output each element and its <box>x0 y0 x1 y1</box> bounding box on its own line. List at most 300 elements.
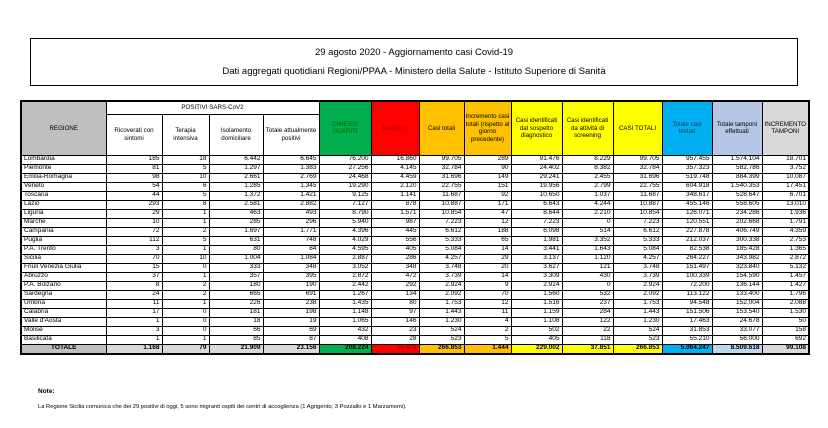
table-row-lazio <box>21 200 809 209</box>
data-cell: 6.098 <box>511 227 562 236</box>
data-cell: 152.004 <box>712 299 762 308</box>
data-cell: 16.860 <box>371 155 419 164</box>
total-cell: 35.473 <box>371 344 419 354</box>
data-cell: 292 <box>371 281 419 290</box>
data-cell: 24 <box>106 290 162 299</box>
data-cell: 2.769 <box>263 173 319 182</box>
data-cell: 1.435 <box>319 299 371 308</box>
data-cell: 4.459 <box>371 173 419 182</box>
data-cell: 8.382 <box>562 164 613 173</box>
column-group-positivi-sars-cov2: POSITIVI SARS-CoV2 <box>106 101 319 114</box>
data-cell: 1.148 <box>319 308 371 317</box>
data-cell: 118 <box>562 335 613 344</box>
data-cell: 29 <box>464 254 511 263</box>
data-cell: 1.065 <box>319 317 371 326</box>
column-header-ricoverati-con-sintomi: Ricoverati con sintomi <box>106 114 162 155</box>
data-cell: 878 <box>371 200 419 209</box>
data-cell: 153.540 <box>712 308 762 317</box>
data-cell: 7.223 <box>511 218 562 227</box>
data-cell: 2.092 <box>419 290 464 299</box>
data-cell: 198 <box>263 308 319 317</box>
data-cell: 92 <box>464 191 511 200</box>
data-cell: 1.936 <box>762 209 809 218</box>
data-cell: 0 <box>162 326 209 335</box>
data-cell: 151 <box>464 182 511 191</box>
data-cell: 0 <box>162 308 209 317</box>
data-cell: 31.696 <box>419 173 464 182</box>
data-cell: 1.643 <box>562 245 613 254</box>
data-cell: 514 <box>562 227 613 236</box>
data-cell: 286 <box>371 254 419 263</box>
data-cell: 3.748 <box>613 263 662 272</box>
data-cell: 395 <box>263 272 319 281</box>
data-cell: 408 <box>319 335 371 344</box>
table-row-puglia <box>21 236 809 245</box>
data-cell: 289 <box>464 155 511 164</box>
data-cell: 0 <box>162 263 209 272</box>
data-cell: 11.687 <box>613 191 662 200</box>
data-cell: 10.087 <box>762 173 809 182</box>
data-cell: 90 <box>464 164 511 173</box>
data-cell: 0 <box>562 281 613 290</box>
data-cell: 10.887 <box>419 200 464 209</box>
data-cell: 2.924 <box>511 281 562 290</box>
data-cell: 9.125 <box>319 191 371 200</box>
data-cell: 8.644 <box>511 209 562 218</box>
data-cell: 4.029 <box>319 236 371 245</box>
note-text: La Regione Sicilia comunica che dei 29 positivi di oggi, 5 sono migranti ospiti dei centri di accoglienza (1 Agrigento, 3 Pozzallo e 1 Marzamemi). <box>38 404 407 410</box>
region-name: Valle d'Aosta <box>21 317 106 326</box>
data-cell: 463 <box>209 209 263 218</box>
table-row-p-a-trento <box>21 245 809 254</box>
table-row-campania <box>21 227 809 236</box>
data-cell: 91.476 <box>511 155 562 164</box>
total-cell: 208.224 <box>319 344 371 354</box>
total-cell: 229.002 <box>511 344 562 354</box>
data-cell: 528.647 <box>712 191 762 200</box>
table-row-lombardia <box>21 155 809 164</box>
header-row-group <box>21 101 809 114</box>
data-cell: 406.749 <box>712 227 762 236</box>
data-cell: 5.132 <box>762 263 809 272</box>
data-cell: 100.339 <box>662 272 712 281</box>
table-row-friuli-venezia-giulia <box>21 263 809 272</box>
data-cell: 1.159 <box>511 308 562 317</box>
data-cell: 1.037 <box>562 191 613 200</box>
data-cell: 1.540.353 <box>712 182 762 191</box>
data-cell: 524 <box>613 326 662 335</box>
data-cell: 1.981 <box>511 236 562 245</box>
data-cell: 120.551 <box>662 218 712 227</box>
total-cell: 5.064.247 <box>662 344 712 354</box>
region-name: Sicilia <box>21 254 106 263</box>
data-cell: 54 <box>106 182 162 191</box>
column-header-casi-identificati-dal-sospetto-diagnosti: Casi identificati dal sospetto diagnostico <box>511 101 562 155</box>
data-cell: 357.323 <box>662 164 712 173</box>
column-header-incremento-tamponi: INCREMENTO TAMPONI <box>762 101 809 155</box>
data-cell: 81 <box>106 164 162 173</box>
region-name: Liguria <box>21 209 106 218</box>
data-cell: 1.443 <box>613 308 662 317</box>
data-cell: 5 <box>162 164 209 173</box>
data-cell: 11.687 <box>419 191 464 200</box>
data-cell: 17 <box>106 308 162 317</box>
data-cell: 238 <box>263 299 319 308</box>
data-cell: 72.200 <box>662 281 712 290</box>
region-name: Marche <box>21 218 106 227</box>
data-cell: 2.661 <box>209 173 263 182</box>
column-header-totale-casi-testati: Totale casi testati <box>662 101 712 155</box>
data-cell: 1 <box>162 209 209 218</box>
data-cell: 519.748 <box>662 173 712 182</box>
data-cell: 472 <box>371 272 419 281</box>
data-cell: 1.120 <box>562 254 613 263</box>
data-cell: 3.052 <box>319 263 371 272</box>
column-header-terapia-intensiva: Terapia intensiva <box>162 114 209 155</box>
data-cell: 3.309 <box>511 272 562 281</box>
data-cell: 1.771 <box>263 227 319 236</box>
data-cell: 22.755 <box>419 182 464 191</box>
data-cell: 3.441 <box>511 245 562 254</box>
region-name: P.A. Trento <box>21 245 106 254</box>
data-cell: 24.678 <box>712 317 762 326</box>
data-cell: 4.257 <box>419 254 464 263</box>
data-cell: 1.560 <box>511 290 562 299</box>
data-cell: 10.887 <box>613 200 662 209</box>
data-cell: 1.267 <box>319 290 371 299</box>
data-cell: 493 <box>263 209 319 218</box>
data-cell: 987 <box>371 218 419 227</box>
data-cell: 11 <box>464 308 511 317</box>
region-name: Calabria <box>21 308 106 317</box>
data-cell: 1 <box>162 218 209 227</box>
data-cell: 343.982 <box>712 254 762 263</box>
data-cell: 1.457 <box>762 272 809 281</box>
table-row-sardegna <box>21 290 809 299</box>
region-name: Basilicata <box>21 335 106 344</box>
data-cell: 181 <box>209 308 263 317</box>
total-label: TOTALE <box>21 344 106 354</box>
data-cell: 5.084 <box>419 245 464 254</box>
data-cell: 8 <box>106 281 162 290</box>
column-header-regione: REGIONE <box>21 101 106 155</box>
data-cell: 10.650 <box>511 191 562 200</box>
data-cell: 748 <box>263 236 319 245</box>
data-cell: 1.791 <box>762 218 809 227</box>
region-name: P.A. Bolzano <box>21 281 106 290</box>
data-cell: 66 <box>209 326 263 335</box>
column-header-incremento-casi-totali-rispetto-al-giorn: Incremento casi totali (rispetto al giorno precedente) <box>464 101 511 155</box>
data-cell: 3.739 <box>613 272 662 281</box>
data-cell: 264.227 <box>662 254 712 263</box>
data-cell: 631 <box>209 236 263 245</box>
table-row-piemonte <box>21 164 809 173</box>
data-cell: 4.396 <box>319 227 371 236</box>
data-cell: 10 <box>162 173 209 182</box>
data-cell: 69 <box>263 326 319 335</box>
data-cell: 7.127 <box>319 200 371 209</box>
data-cell: 14 <box>464 245 511 254</box>
region-name: Lazio <box>21 200 106 209</box>
table-row-valle-d-aosta <box>21 317 809 326</box>
data-cell: 665 <box>209 290 263 299</box>
data-cell: 432 <box>319 326 371 335</box>
data-cell: 180 <box>209 281 263 290</box>
data-cell: 2.882 <box>263 200 319 209</box>
data-cell: 6.645 <box>263 155 319 164</box>
data-cell: 19 <box>263 317 319 326</box>
data-cell: 455.146 <box>662 200 712 209</box>
data-cell: 1.421 <box>263 191 319 200</box>
data-cell: 10 <box>106 218 162 227</box>
data-cell: 1 <box>106 317 162 326</box>
data-cell: 0 <box>162 317 209 326</box>
data-cell: 190 <box>263 281 319 290</box>
data-cell: 19.290 <box>319 182 371 191</box>
data-cell: 9 <box>464 281 511 290</box>
column-header-casi-totali: Casi totali <box>419 101 464 155</box>
data-cell: 154.590 <box>712 272 762 281</box>
data-cell: 8 <box>162 200 209 209</box>
data-cell: 1.372 <box>209 191 263 200</box>
data-cell: 6 <box>162 182 209 191</box>
data-cell: 29.241 <box>511 173 562 182</box>
data-cell: 13.010 <box>762 200 809 209</box>
total-cell: 266.853 <box>613 344 662 354</box>
data-cell: 113.122 <box>662 290 712 299</box>
data-cell: 1.753 <box>613 299 662 308</box>
column-header-totale-tamponi-effettuati: Totale tamponi effettuati <box>712 101 762 155</box>
data-cell: 6.442 <box>209 155 263 164</box>
data-cell: 0 <box>562 218 613 227</box>
data-cell: 24.402 <box>511 164 562 173</box>
data-cell: 151.497 <box>662 263 712 272</box>
data-cell: 1.108 <box>511 317 562 326</box>
data-cell: 8.790 <box>319 209 371 218</box>
data-cell: 10 <box>162 254 209 263</box>
data-cell: 1.571 <box>371 209 419 218</box>
region-name: Friuli Venezia Giulia <box>21 263 106 272</box>
data-cell: 284 <box>562 308 613 317</box>
data-cell: 7.223 <box>419 218 464 227</box>
data-cell: 1 <box>162 335 209 344</box>
data-cell: 134 <box>371 290 419 299</box>
data-cell: 188 <box>464 227 511 236</box>
data-cell: 333 <box>209 263 263 272</box>
data-cell: 348 <box>263 263 319 272</box>
table-row-calabria <box>21 308 809 317</box>
data-cell: 202.668 <box>712 218 762 227</box>
data-cell: 10.854 <box>419 209 464 218</box>
data-cell: 122 <box>562 317 613 326</box>
data-cell: 6.612 <box>419 227 464 236</box>
data-cell: 1.753 <box>419 299 464 308</box>
data-cell: 2 <box>162 227 209 236</box>
data-cell: 23 <box>371 326 419 335</box>
data-cell: 121 <box>562 263 613 272</box>
data-cell: 523 <box>613 335 662 344</box>
data-cell: 2.887 <box>319 254 371 263</box>
data-cell: 6.643 <box>511 200 562 209</box>
data-cell: 55.210 <box>662 335 712 344</box>
data-cell: 65 <box>464 236 511 245</box>
data-cell: 234.286 <box>712 209 762 218</box>
data-cell: 2.924 <box>419 281 464 290</box>
data-cell: 185 <box>106 155 162 164</box>
data-cell: 1.516 <box>511 299 562 308</box>
table-row-umbria <box>21 299 809 308</box>
data-cell: 3.137 <box>511 254 562 263</box>
data-cell: 8.229 <box>562 155 613 164</box>
data-cell: 2.924 <box>613 281 662 290</box>
data-cell: 1 <box>162 299 209 308</box>
data-cell: 957.455 <box>662 155 712 164</box>
data-cell: 80 <box>209 245 263 254</box>
total-cell: 1.444 <box>464 344 511 354</box>
data-cell: 2.442 <box>319 281 371 290</box>
data-cell: 1.574.104 <box>712 155 762 164</box>
data-cell: 47 <box>464 209 511 218</box>
total-cell: 21.909 <box>209 344 263 354</box>
data-cell: 3.739 <box>419 272 464 281</box>
data-cell: 99.705 <box>613 155 662 164</box>
data-cell: 6.612 <box>613 227 662 236</box>
column-header-deceduti: Deceduti <box>371 101 419 155</box>
data-cell: 3 <box>106 245 162 254</box>
data-cell: 5.333 <box>613 236 662 245</box>
table-row-abruzzo <box>21 272 809 281</box>
total-cell: 1.168 <box>106 344 162 354</box>
data-cell: 94.548 <box>662 299 712 308</box>
data-cell: 6.701 <box>762 191 809 200</box>
data-cell: 76.200 <box>319 155 371 164</box>
data-cell: 18.701 <box>762 155 809 164</box>
data-cell: 2.799 <box>562 182 613 191</box>
data-cell: 82.538 <box>662 245 712 254</box>
data-cell: 85 <box>209 335 263 344</box>
data-cell: 18 <box>162 155 209 164</box>
table-row-veneto <box>21 182 809 191</box>
data-cell: 136.144 <box>712 281 762 290</box>
data-cell: 3.352 <box>562 236 613 245</box>
data-cell: 237 <box>562 299 613 308</box>
region-name: Molise <box>21 326 106 335</box>
data-cell: 17.463 <box>662 317 712 326</box>
data-cell: 1.345 <box>263 182 319 191</box>
data-cell: 692 <box>762 335 809 344</box>
data-cell: 32.784 <box>419 164 464 173</box>
total-cell: 8.509.618 <box>712 344 762 354</box>
report-title-line1: 29 agosto 2020 - Aggiornamento casi Covid-19 <box>314 47 514 58</box>
data-cell: 300.338 <box>712 236 762 245</box>
table-row-emilia-romagna <box>21 173 809 182</box>
data-cell: 1 <box>106 335 162 344</box>
table-row-sicilia <box>21 254 809 263</box>
data-cell: 1 <box>162 272 209 281</box>
data-cell: 226 <box>209 299 263 308</box>
data-cell: 12 <box>464 299 511 308</box>
data-cell: 44 <box>106 191 162 200</box>
data-cell: 126.071 <box>662 209 712 218</box>
data-cell: 296 <box>263 218 319 227</box>
data-cell: 1.230 <box>613 317 662 326</box>
data-cell: 29 <box>106 209 162 218</box>
region-name: Sardegna <box>21 290 106 299</box>
data-cell: 502 <box>511 326 562 335</box>
data-cell: 323.840 <box>712 263 762 272</box>
data-cell: 1.530 <box>762 308 809 317</box>
data-cell: 582.786 <box>712 164 762 173</box>
data-cell: 149 <box>464 173 511 182</box>
data-cell: 2.581 <box>209 200 263 209</box>
data-cell: 293 <box>106 200 162 209</box>
data-cell: 1.383 <box>263 164 319 173</box>
total-cell: 23.156 <box>263 344 319 354</box>
data-cell: 18 <box>209 317 263 326</box>
data-cell: 4.257 <box>613 254 662 263</box>
region-name: Puglia <box>21 236 106 245</box>
data-cell: 171 <box>464 200 511 209</box>
table-row-toscana <box>21 191 809 200</box>
data-cell: 1.297 <box>209 164 263 173</box>
data-cell: 56.000 <box>712 335 762 344</box>
data-cell: 84 <box>263 245 319 254</box>
data-cell: 22 <box>562 326 613 335</box>
data-cell: 32.784 <box>613 164 662 173</box>
data-cell: 146 <box>371 317 419 326</box>
data-cell: 10.854 <box>613 209 662 218</box>
data-cell: 151.506 <box>662 308 712 317</box>
data-cell: 2.872 <box>762 254 809 263</box>
data-cell: 3.752 <box>762 164 809 173</box>
data-cell: 1.285 <box>209 182 263 191</box>
data-cell: 50 <box>762 317 809 326</box>
data-cell: 72 <box>106 227 162 236</box>
column-header-casi-identificati-da-attivit-di-screenin: Casi identificati da attività di screening <box>562 101 613 155</box>
data-cell: 1.443 <box>419 308 464 317</box>
region-name: Lombardia <box>21 155 106 164</box>
table-row-basilicata <box>21 335 809 344</box>
data-cell: 285 <box>209 218 263 227</box>
data-cell: 348.617 <box>662 191 712 200</box>
data-cell: 430 <box>562 272 613 281</box>
data-cell: 28 <box>371 335 419 344</box>
column-header-totale-attualmente-positivi: Totale attualmente positivi <box>263 114 319 155</box>
data-cell: 4.359 <box>762 227 809 236</box>
data-cell: 20 <box>464 263 511 272</box>
data-cell: 99.705 <box>419 155 464 164</box>
data-cell: 15 <box>106 263 162 272</box>
data-cell: 523 <box>419 335 464 344</box>
data-cell: 1.796 <box>762 290 809 299</box>
data-cell: 70 <box>106 254 162 263</box>
data-cell: 5.333 <box>419 236 464 245</box>
column-header-casi-totali: CASI TOTALI <box>613 101 662 155</box>
data-cell: 532 <box>562 290 613 299</box>
data-cell: 1.365 <box>762 245 809 254</box>
data-cell: 884.399 <box>712 173 762 182</box>
covid-data-table <box>20 100 810 355</box>
data-cell: 33.077 <box>712 326 762 335</box>
region-name: Umbria <box>21 299 106 308</box>
data-cell: 17.451 <box>762 182 809 191</box>
column-header-isolamento-domiciliare: Isolamento domiciliare <box>209 114 263 155</box>
data-cell: 2 <box>162 281 209 290</box>
region-name: Campania <box>21 227 106 236</box>
total-cell: 79 <box>162 344 209 354</box>
data-cell: 37 <box>106 272 162 281</box>
data-cell: 691 <box>263 290 319 299</box>
